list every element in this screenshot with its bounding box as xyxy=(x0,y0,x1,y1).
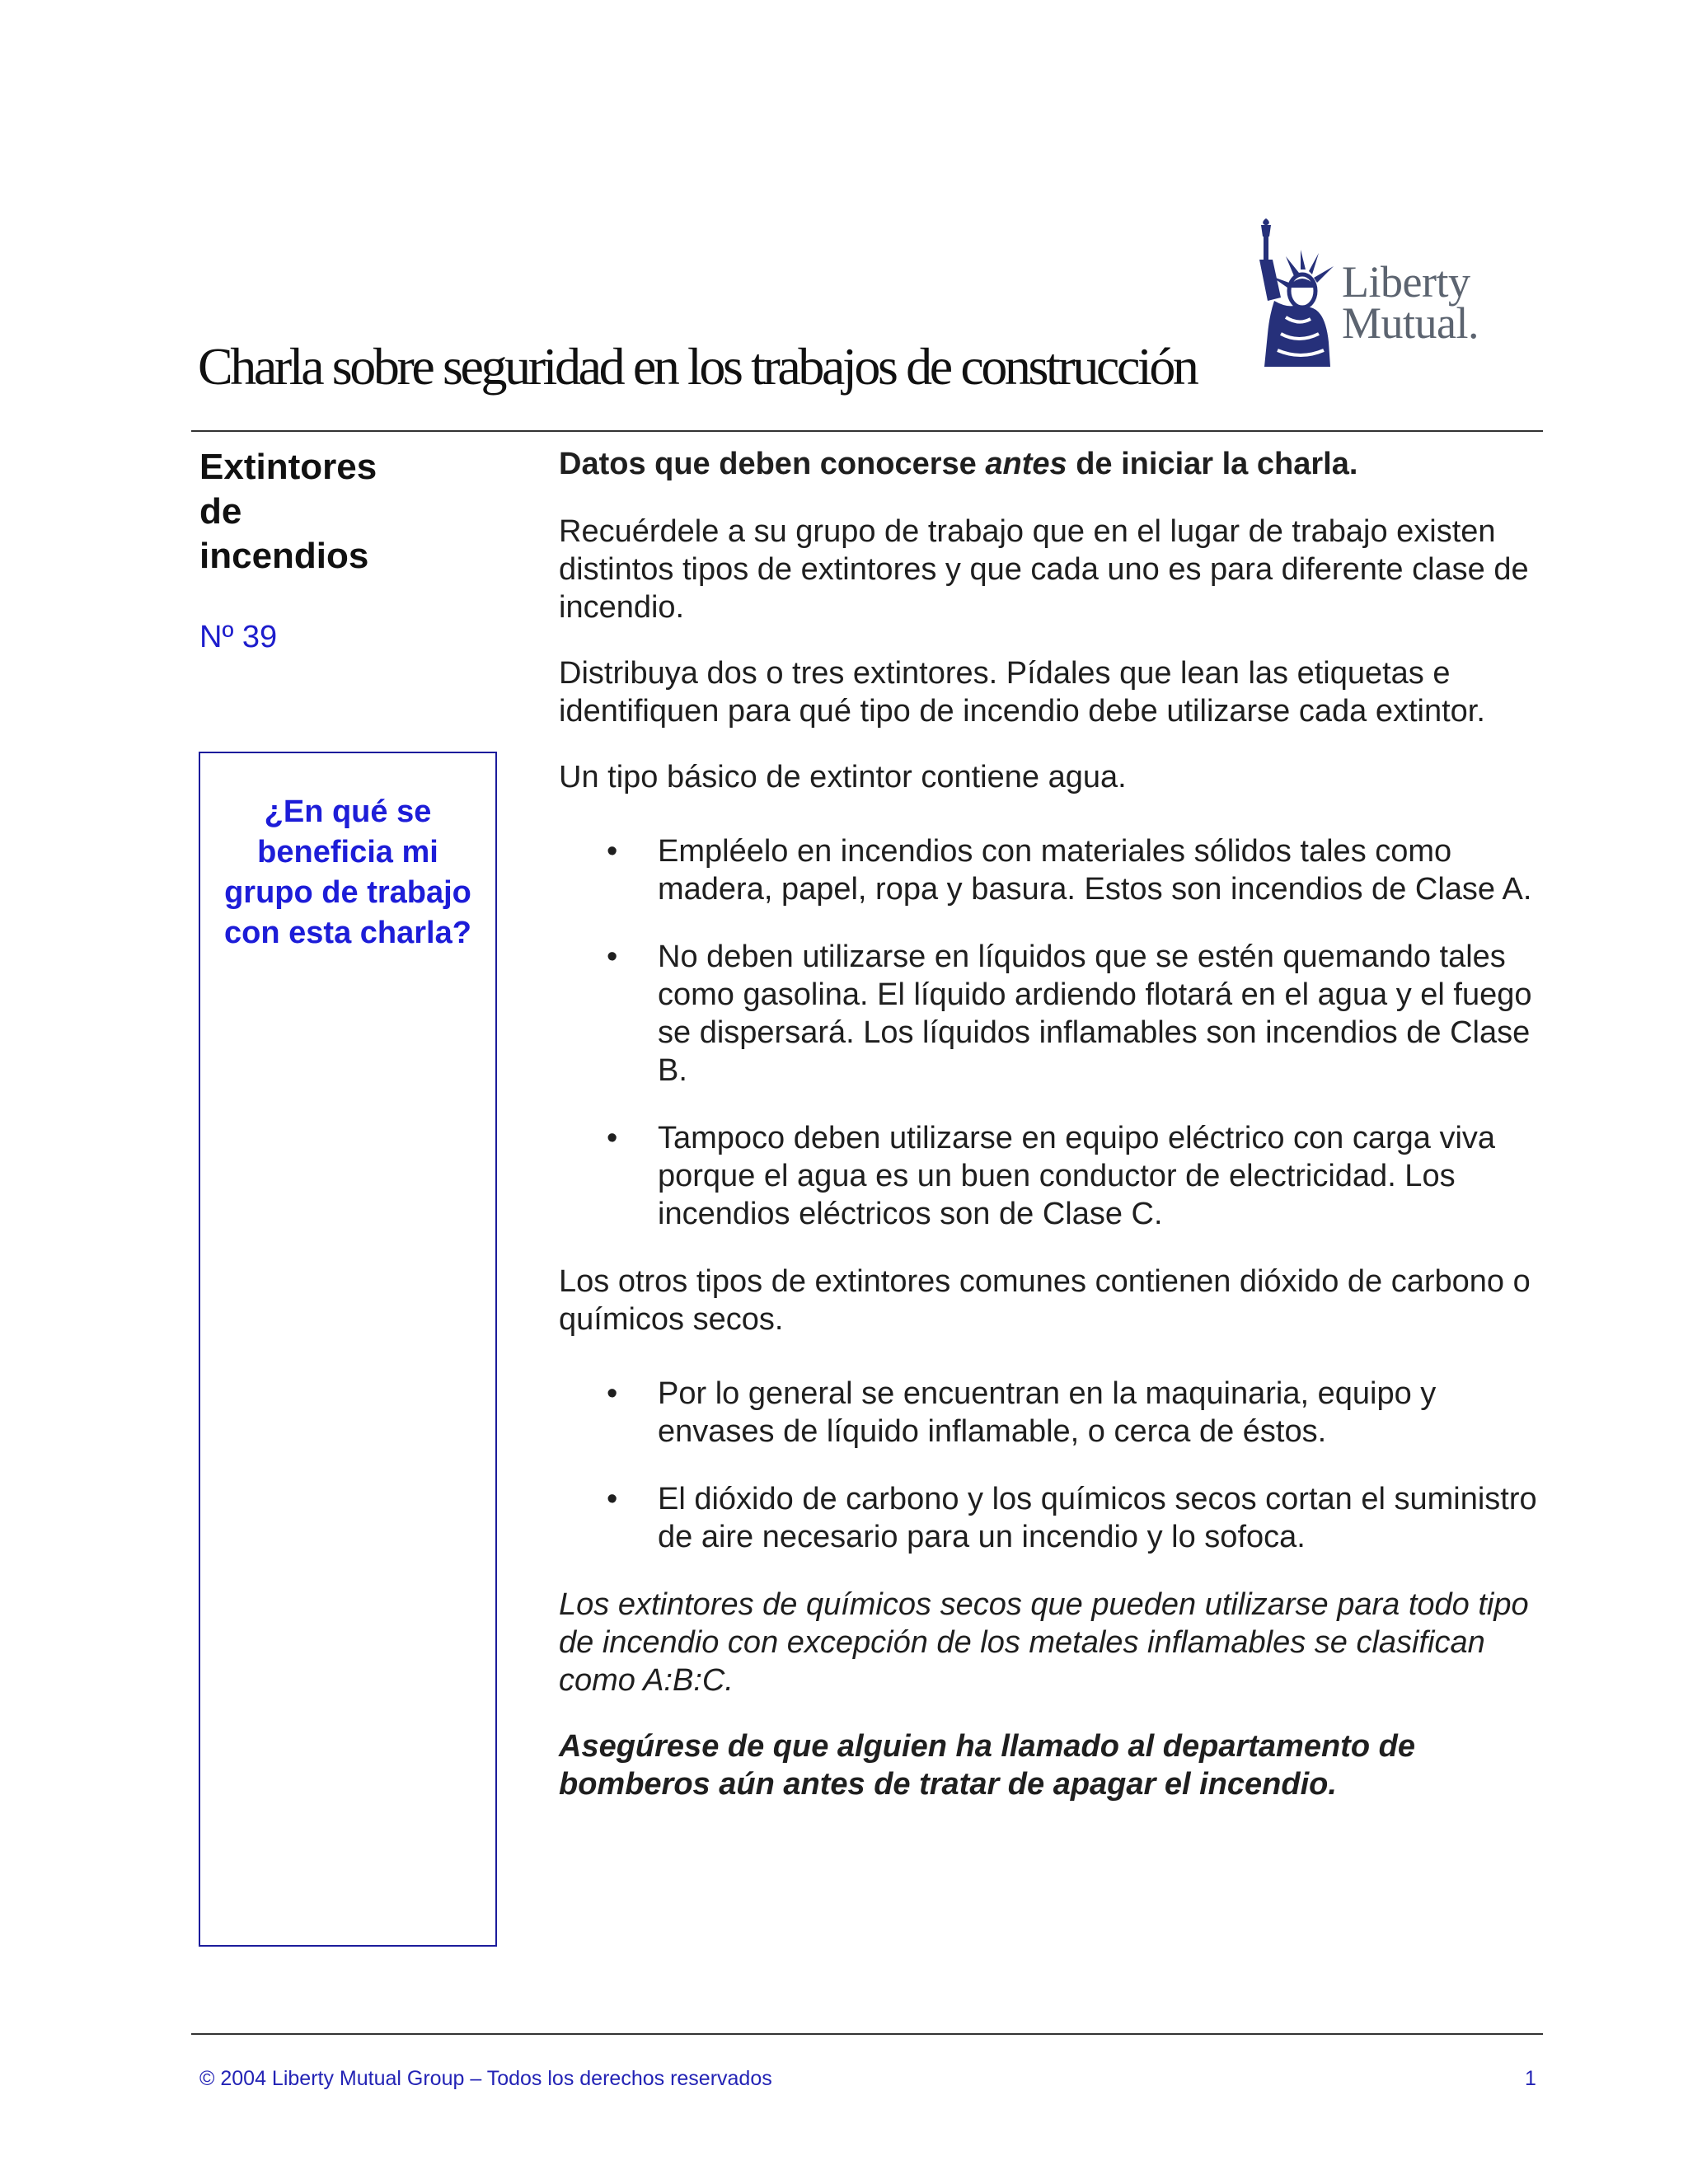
paragraph-5: Los extintores de químicos secos que pueden utilizarse para todo tipo de incendio con excepción de los metales inflamables se clasifican como A:B:C. xyxy=(559,1587,1529,1698)
topic-title-line-1: Extintores xyxy=(199,447,377,487)
list-item: • Empléelo en incendios con materiales sólidos tales como madera, papel, ropa y basura. Estos son incendios de Clase A. xyxy=(559,832,1548,908)
page-number: 1 xyxy=(1525,2067,1536,2090)
statue-of-liberty-icon xyxy=(1228,218,1352,367)
talk-number: Nº 39 xyxy=(199,620,278,654)
other-extinguisher-list xyxy=(559,1375,1548,1556)
benefit-box xyxy=(199,752,497,1947)
logo-line-1: Liberty xyxy=(1342,257,1470,307)
topic-title-line-2: de xyxy=(199,491,242,532)
paragraph-4: Los otros tipos de extintores comunes contienen dióxido de carbono o químicos secos. xyxy=(559,1264,1531,1337)
footer-divider xyxy=(191,2033,1543,2035)
lead-heading xyxy=(559,445,1548,483)
lead-heading-pre: Datos que deben conocerse xyxy=(559,447,986,481)
closing-warning: Asegúrese de que alguien ha llamado al departamento de bomberos aún antes de tratar de apagar el incendio. xyxy=(559,1729,1415,1802)
lead-heading-post: de iniciar la charla. xyxy=(1067,447,1358,481)
topic-title xyxy=(199,445,471,579)
lead-heading-emphasis: antes xyxy=(985,447,1067,481)
logo-line-2: Mutual. xyxy=(1342,298,1479,348)
main-content xyxy=(559,445,1548,1831)
list-item: • No deben utilizarse en líquidos que se estén quemando tales como gasolina. El líquido ardiendo flotará en el agua y el fuego se dispersará. Los líquidos inflamables son incendios de Clase B. xyxy=(559,938,1548,1090)
paragraph-3: Un tipo básico de extintor contiene agua. xyxy=(559,760,1127,794)
footer-copyright: © 2004 Liberty Mutual Group – Todos los derechos reservados xyxy=(199,2067,772,2090)
liberty-mutual-logo xyxy=(1220,210,1525,375)
list-item: • Por lo general se encuentran en la maquinaria, equipo y envases de líquido inflamable, o cerca de éstos. xyxy=(559,1375,1548,1451)
topic-title-line-3: incendios xyxy=(199,536,369,576)
list-item: • El dióxido de carbono y los químicos secos cortan el suministro de aire necesario para un incendio y lo sofoca. xyxy=(559,1480,1548,1556)
benefit-question: ¿En qué se beneficia mi grupo de trabajo con esta charla? xyxy=(224,794,471,950)
logo-wordmark xyxy=(1342,257,1479,348)
paragraph-2: Distribuya dos o tres extintores. Pídales que lean las etiquetas e identifiquen para qué tipo de incendio debe utilizarse cada extintor. xyxy=(559,656,1485,729)
list-item: • Tampoco deben utilizarse en equipo eléctrico con carga viva porque el agua es un buen conductor de electricidad. Los incendios eléctricos son de Clase C. xyxy=(559,1119,1548,1233)
header-divider xyxy=(191,430,1543,432)
water-extinguisher-list xyxy=(559,832,1548,1233)
paragraph-1: Recuérdele a su grupo de trabajo que en el lugar de trabajo existen distintos tipos de extintores y que cada uno es para diferente clase de incendio. xyxy=(559,514,1529,625)
page-title: Charla sobre seguridad en los trabajos de construcción xyxy=(198,337,1197,396)
